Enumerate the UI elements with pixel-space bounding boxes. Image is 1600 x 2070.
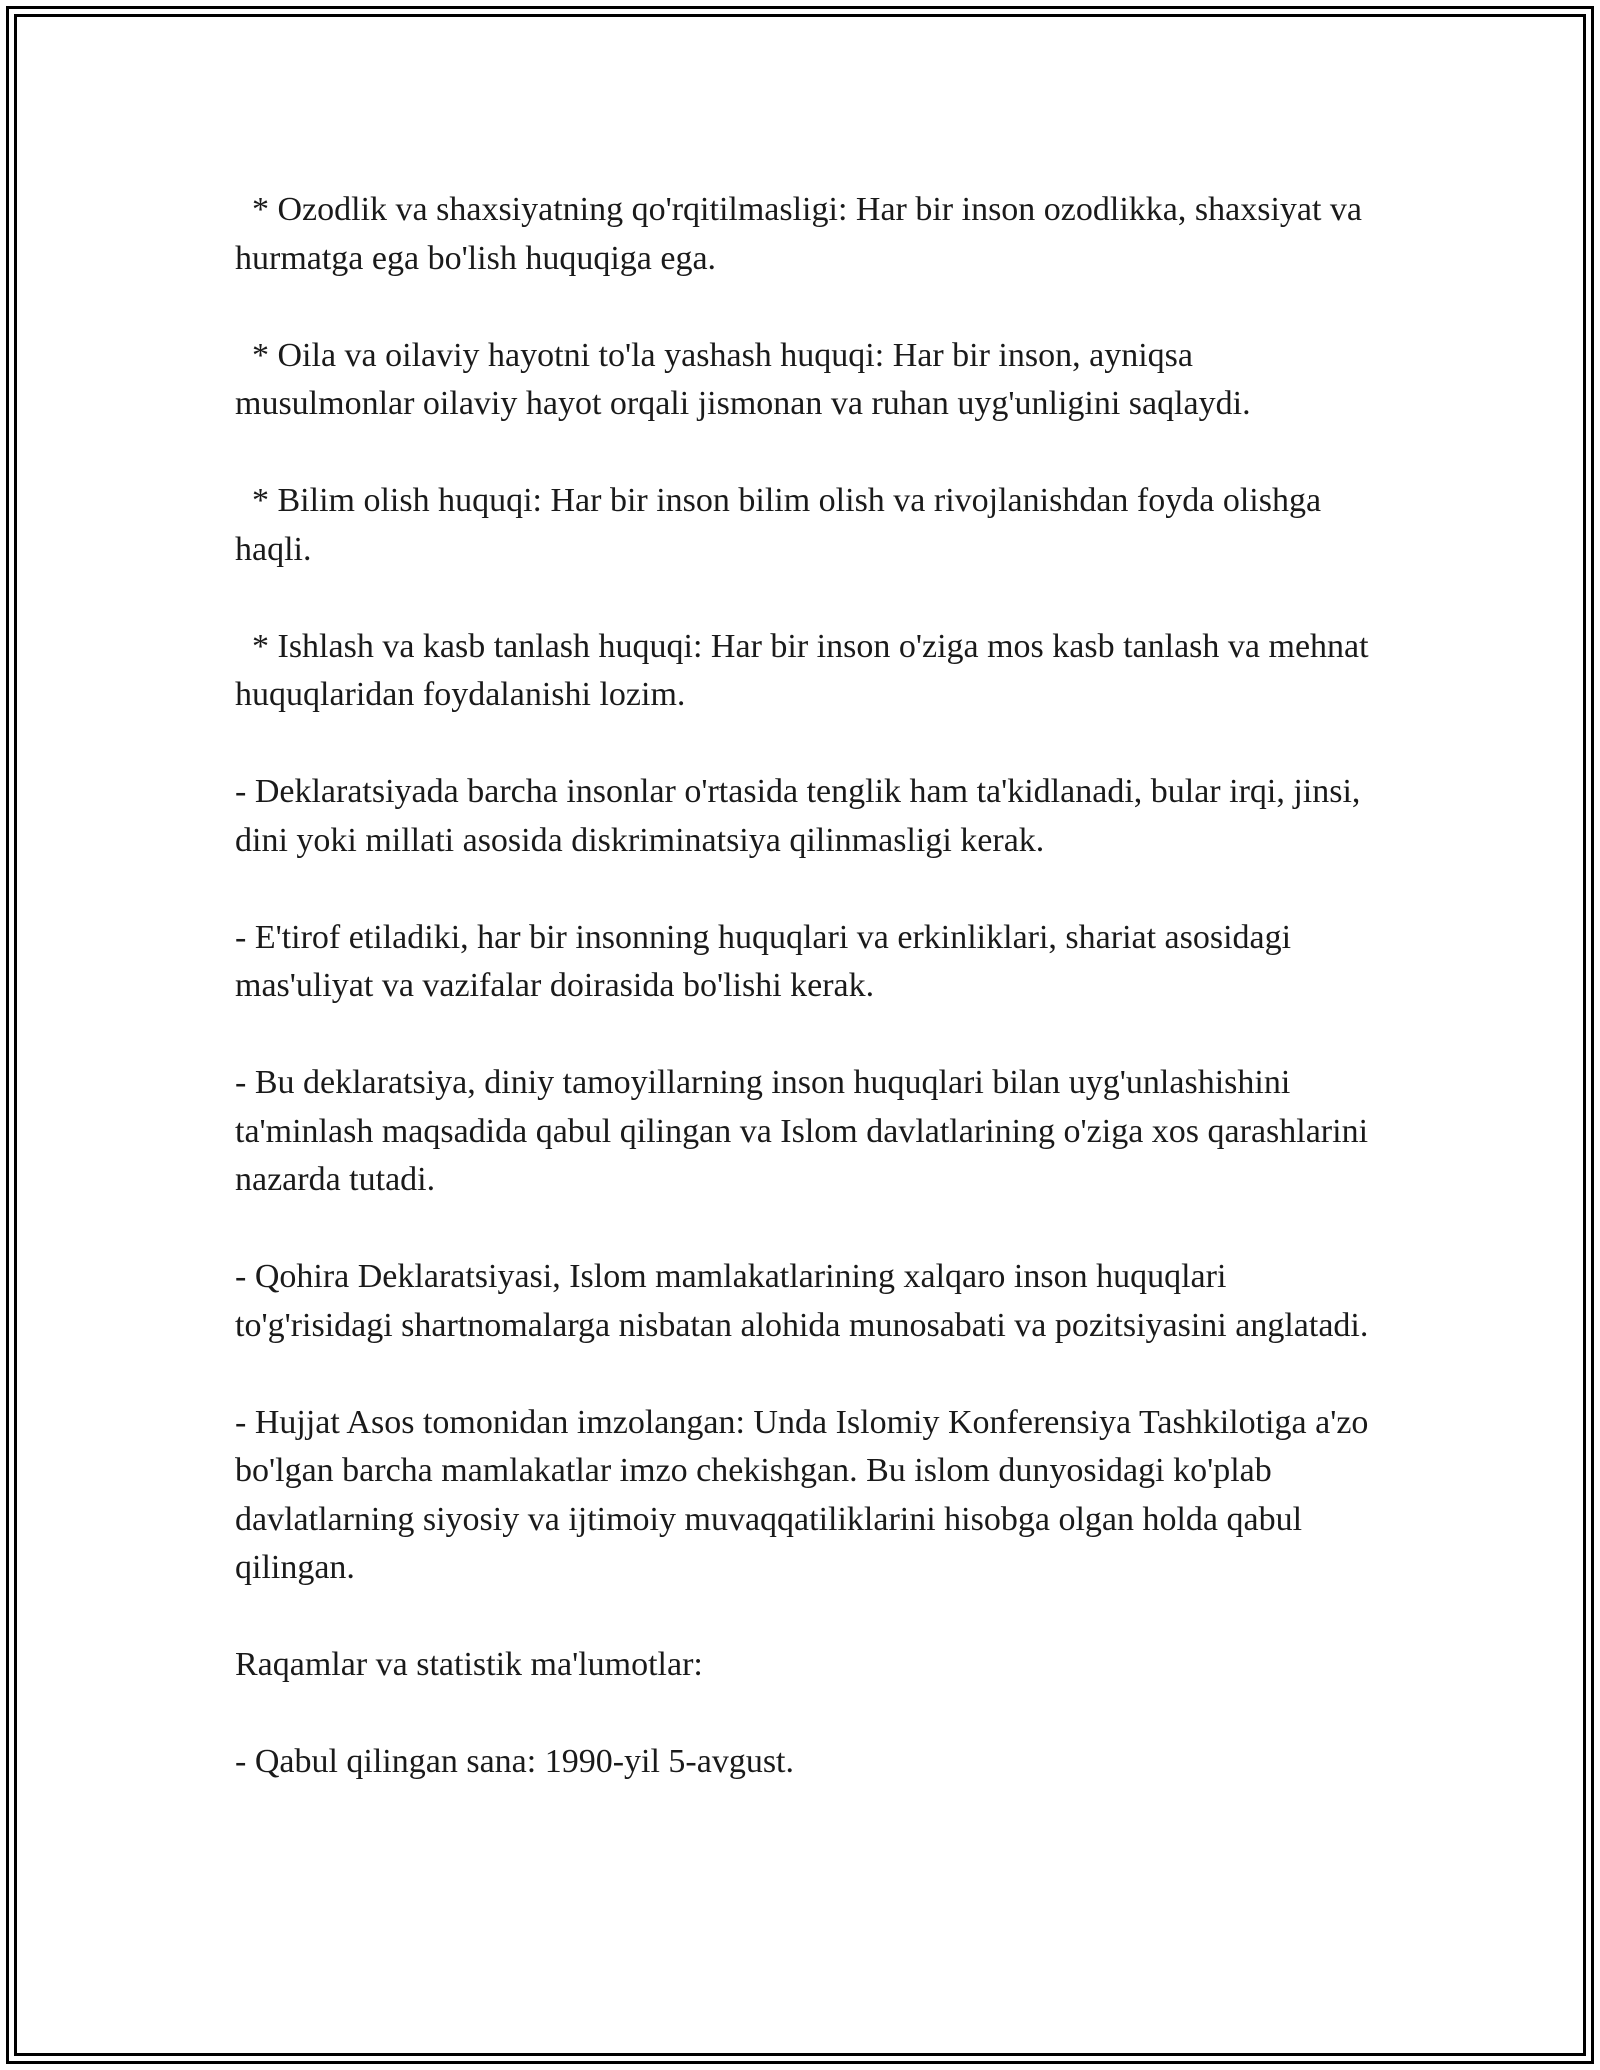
document-body [235, 186, 1378, 1835]
paragraph-sharia-responsibility: - E'tirof etiladiki, har bir insonning huquqlari va erkinliklari, shariat asosidagi mas'uliyat va vazifalar doirasida bo'lishi kerak. [235, 918, 1300, 1004]
paragraph-adoption-date: - Qabul qilingan sana: 1990-yil 5-avgust. [235, 1743, 795, 1780]
paragraph-cairo-declaration: - Qohira Deklaratsiyasi, Islom mamlakatlarining xalqaro inson huquqlari to'g'risidagi shartnomalarga nisbatan alohida munosabati va pozitsiyasini anglatadi. [235, 1258, 1369, 1344]
paragraph-signatories: - Hujjat Asos tomonidan imzolangan: Unda Islomiy Konferensiya Tashkilotiga a'zo bo'lgan barcha mamlakatlar imzo chekishgan. Bu islom dunyosidagi ko'plab davlatlarning siyosiy va ijtimoiy muvaqqatiliklarini hisobga olgan holda qabul qilingan. [235, 1403, 1377, 1586]
paragraph-right-family: * Oila va oilaviy hayotni to'la yashash huquqi: Har bir inson, ayniqsa musulmonlar oilaviy hayot orqali jismonan va ruhan uyg'unligini saqlaydi. [235, 336, 1251, 422]
paragraph-equality: - Deklaratsiyada barcha insonlar o'rtasida tenglik ham ta'kidlanadi, bular irqi, jinsi, dini yoki millati asosida diskriminatsiya qilinmasligi kerak. [235, 773, 1369, 859]
paragraph-right-liberty: * Ozodlik va shaxsiyatning qo'rqitilmasligi: Har bir inson ozodlikka, shaxsiyat va hurmatga ega bo'lish huquqiga ega. [235, 191, 1371, 277]
paragraph-right-work: * Ishlash va kasb tanlash huquqi: Har bir inson o'ziga mos kasb tanlash va mehnat huquqlaridan foydalanishi lozim. [235, 627, 1378, 713]
paragraph-right-education: * Bilim olish huquqi: Har bir inson bilim olish va rivojlanishdan foyda olishga haqli. [235, 482, 1330, 568]
section-heading-statistics: Raqamlar va statistik ma'lumotlar: [235, 1646, 703, 1683]
paragraph-religious-principles: - Bu deklaratsiya, diniy tamoyillarning inson huquqlari bilan uyg'unlashishini ta'minlash maqsadida qabul qilingan va Islom davlatlarining o'ziga xos qarashlarini nazarda tutadi. [235, 1064, 1377, 1198]
